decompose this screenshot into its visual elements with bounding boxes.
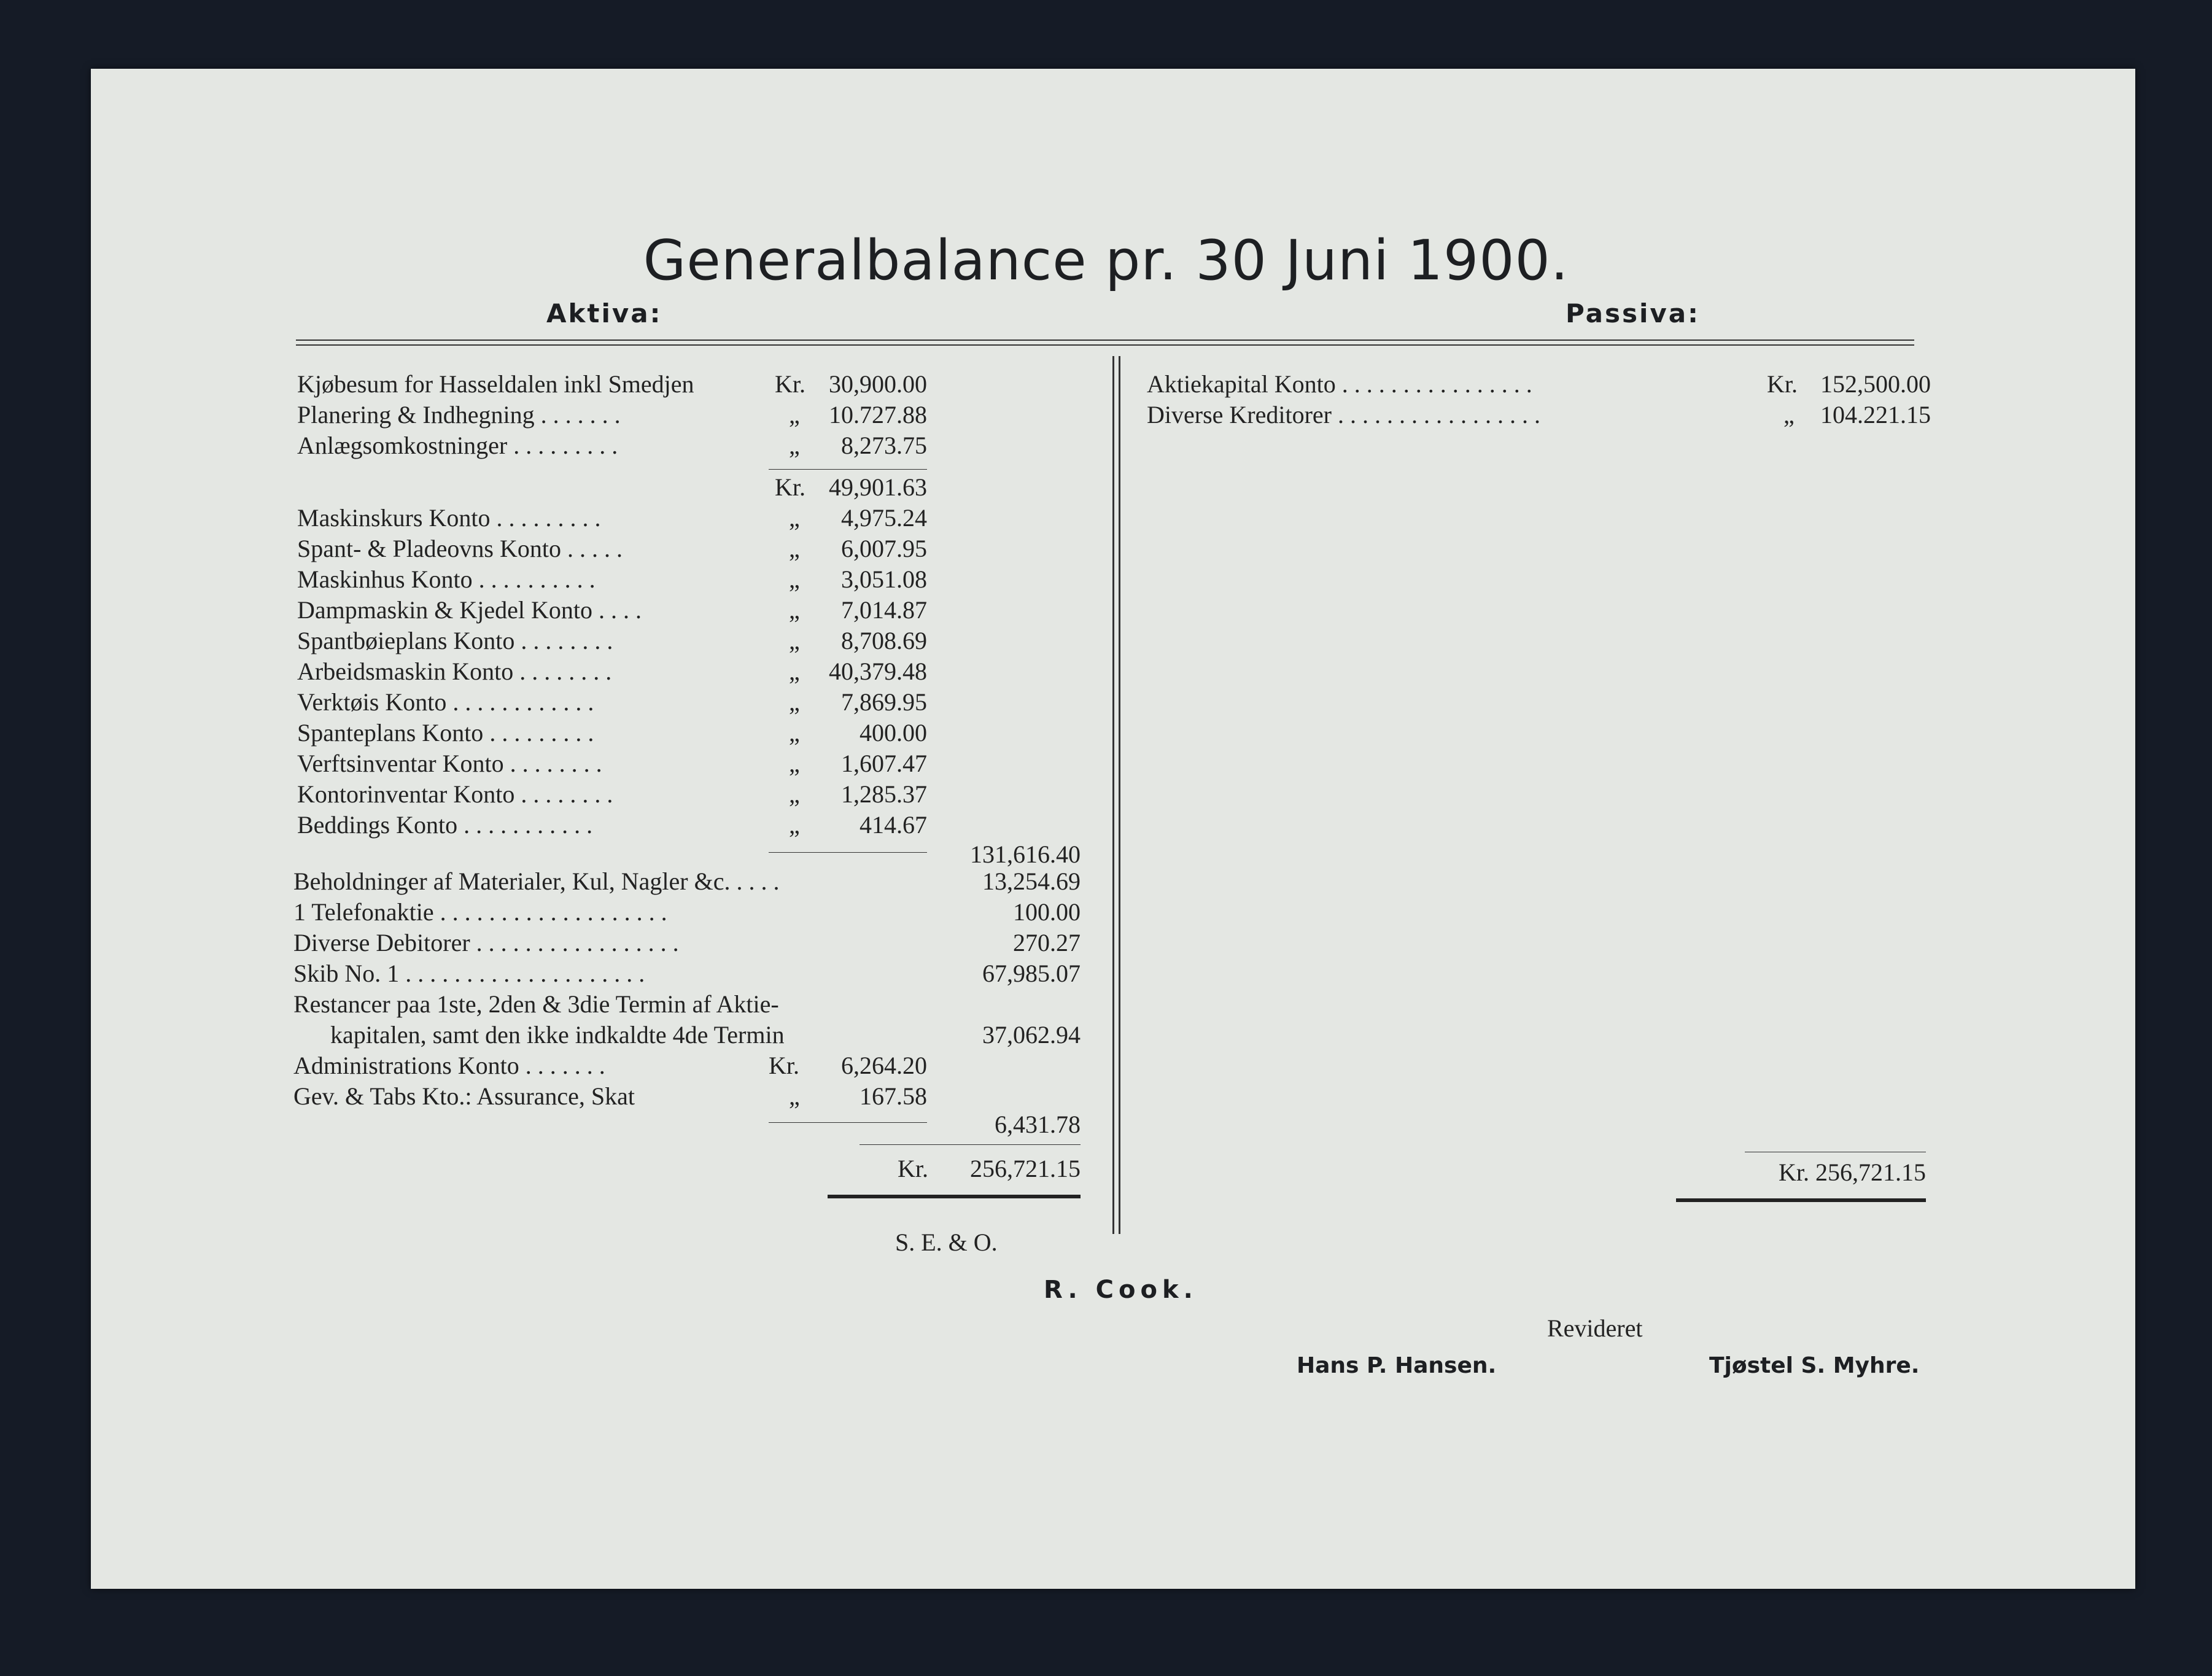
admin-currency: Kr. <box>769 1052 799 1079</box>
subtotal-rule <box>769 852 927 853</box>
aktiva-item-currency: „ <box>789 750 800 777</box>
aktiva-item-amount: 100.00 <box>1013 898 1081 926</box>
aktiva-item-amount: 40,379.48 <box>829 658 927 685</box>
aktiva-item-amount: 8,708.69 <box>841 627 927 654</box>
aktiva-item-currency: „ <box>789 596 800 624</box>
aktiva-item-label: Skib No. 1 . . . . . . . . . . . . . . . . . . . . <box>293 960 645 987</box>
gev-currency: „ <box>789 1082 800 1110</box>
aktiva-item-amount: 30,900.00 <box>829 370 927 398</box>
buildings-total: 131,616.40 <box>970 840 1081 868</box>
subtotal-rule <box>769 1122 927 1123</box>
aktiva-heading: Aktiva: <box>546 298 662 328</box>
auditor-1: Hans P. Hansen. <box>1297 1353 1497 1378</box>
gev-amount: 167.58 <box>860 1082 927 1110</box>
aktiva-item-amount: 13,254.69 <box>982 867 1081 895</box>
aktiva-item-label: Maskinskurs Konto . . . . . . . . . <box>297 504 601 532</box>
first-subtotal-amount: 49,901.63 <box>829 473 927 501</box>
aktiva-item-label: Diverse Debitorer . . . . . . . . . . . . . . . . . <box>293 929 679 956</box>
aktiva-item-amount: 400.00 <box>860 719 927 747</box>
admin-amount: 6,264.20 <box>841 1052 927 1079</box>
passiva-grand-total: Kr. 256,721.15 <box>1779 1158 1926 1186</box>
aktiva-item-amount: 8,273.75 <box>841 432 927 459</box>
aktiva-item-currency: „ <box>789 719 800 747</box>
revideret-label: Revideret <box>1547 1314 1643 1342</box>
double-underline <box>828 1195 1081 1198</box>
center-rule-right <box>1119 356 1120 1234</box>
aktiva-item-label: Verktøis Konto . . . . . . . . . . . . <box>297 688 594 716</box>
aktiva-grand-total: 256,721.15 <box>970 1155 1081 1182</box>
aktiva-item-label: Maskinhus Konto . . . . . . . . . . <box>297 565 596 593</box>
restancer-line-2: kapitalen, samt den ikke indkaldte 4de Termin <box>330 1021 785 1049</box>
aktiva-item-currency: „ <box>789 658 800 685</box>
aktiva-item-currency: „ <box>789 535 800 562</box>
admin-label: Administrations Konto . . . . . . . <box>293 1052 605 1079</box>
aktiva-item-label: Planering & Indhegning . . . . . . . <box>297 401 621 429</box>
passiva-item-label: Diverse Kreditorer . . . . . . . . . . . . . . . . . <box>1147 401 1540 429</box>
seo-note: S. E. & O. <box>895 1228 998 1256</box>
passiva-item-currency: „ <box>1783 401 1795 429</box>
header-rule-top <box>296 339 1914 341</box>
aktiva-item-currency: „ <box>789 780 800 808</box>
aktiva-item-amount: 414.67 <box>860 811 927 839</box>
aktiva-item-currency: „ <box>789 688 800 716</box>
aktiva-item-label: Spantbøieplans Konto . . . . . . . . <box>297 627 613 654</box>
first-subtotal-currency: Kr. <box>775 473 805 501</box>
aktiva-item-amount: 67,985.07 <box>982 960 1081 987</box>
aktiva-item-label: Beddings Konto . . . . . . . . . . . <box>297 811 593 839</box>
aktiva-item-currency: „ <box>789 504 800 532</box>
aktiva-item-amount: 3,051.08 <box>841 565 927 593</box>
gev-label: Gev. & Tabs Kto.: Assurance, Skat <box>293 1082 635 1110</box>
aktiva-item-amount: 4,975.24 <box>841 504 927 532</box>
passiva-heading: Passiva: <box>1566 298 1700 328</box>
aktiva-item-currency: „ <box>789 627 800 654</box>
aktiva-item-label: Anlægsomkostninger . . . . . . . . . <box>297 432 618 459</box>
aktiva-item-label: Spanteplans Konto . . . . . . . . . <box>297 719 594 747</box>
double-underline <box>1676 1198 1926 1202</box>
passiva-item-amount: 104.221.15 <box>1820 401 1931 429</box>
aktiva-item-label: Spant- & Pladeovns Konto . . . . . <box>297 535 623 562</box>
restancer-amount: 37,062.94 <box>982 1021 1081 1049</box>
aktiva-item-currency: „ <box>789 811 800 839</box>
aktiva-item-label: Kjøbesum for Hasseldalen inkl Smedjen <box>297 370 694 398</box>
subtotal-rule <box>769 469 927 470</box>
aktiva-item-currency: „ <box>789 401 800 429</box>
passiva-item-label: Aktiekapital Konto . . . . . . . . . . . . . . . . <box>1147 370 1532 398</box>
aktiva-item-amount: 270.27 <box>1013 929 1081 956</box>
aktiva-item-label: Verftsinventar Konto . . . . . . . . <box>297 750 602 777</box>
aktiva-item-currency: Kr. <box>775 370 805 398</box>
aktiva-item-currency: „ <box>789 565 800 593</box>
total-rule <box>860 1144 1081 1145</box>
aktiva-item-amount: 7,869.95 <box>841 688 927 716</box>
aktiva-item-label: 1 Telefonaktie . . . . . . . . . . . . . . . . . . . <box>293 898 667 926</box>
restancer-line-1: Restancer paa 1ste, 2den & 3die Termin af Aktie- <box>293 990 779 1018</box>
header-rule-bottom <box>296 344 1914 346</box>
aktiva-item-amount: 1,607.47 <box>841 750 927 777</box>
aktiva-item-label: Beholdninger af Materialer, Kul, Nagler &c. . . . . <box>293 867 780 895</box>
aktiva-item-currency: „ <box>789 432 800 459</box>
passiva-item-amount: 152,500.00 <box>1820 370 1931 398</box>
aktiva-item-label: Kontorinventar Konto . . . . . . . . <box>297 780 613 808</box>
aktiva-item-label: Dampmaskin & Kjedel Konto . . . . <box>297 596 642 624</box>
signer-name: R. Cook. <box>1044 1276 1198 1304</box>
passiva-item-currency: Kr. <box>1767 370 1798 398</box>
aktiva-item-amount: 7,014.87 <box>841 596 927 624</box>
aktiva-item-label: Arbeidsmaskin Konto . . . . . . . . <box>297 658 612 685</box>
aktiva-item-amount: 6,007.95 <box>841 535 927 562</box>
page-title: Generalbalance pr. 30 Juni 1900. <box>643 228 1569 293</box>
aktiva-item-amount: 10.727.88 <box>829 401 927 429</box>
auditor-2: Tjøstel S. Myhre. <box>1709 1353 1920 1378</box>
center-rule-left <box>1112 356 1114 1234</box>
admin-total: 6,431.78 <box>995 1111 1081 1138</box>
aktiva-grand-total-currency: Kr. <box>898 1155 928 1182</box>
aktiva-item-amount: 1,285.37 <box>841 780 927 808</box>
